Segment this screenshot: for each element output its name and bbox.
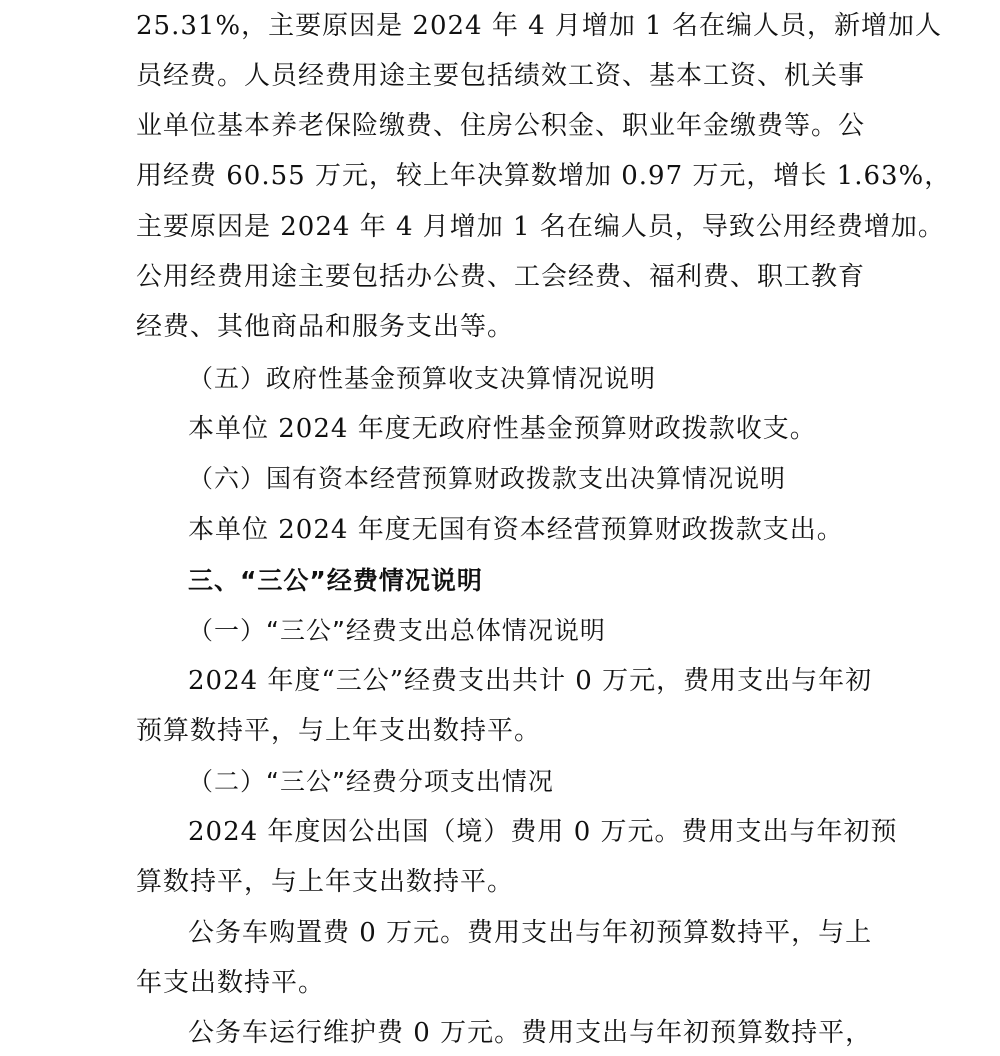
paragraph-line: 主要原因是 2024 年 4 月增加 1 名在编人员，导致公用经费增加。 (136, 212, 945, 242)
subsection-heading-two: （二）“三公”经费分项支出情况 (188, 767, 554, 796)
paragraph-line: 用经费 60.55 万元，较上年决算数增加 0.97 万元，增长 1.63%， (136, 161, 952, 191)
paragraph-line: 员经费。人员经费用途主要包括绩效工资、基本工资、机关事 (136, 61, 866, 91)
paragraph-line: 年支出数持平。 (136, 968, 326, 998)
section-heading-three: 三、“三公”经费情况说明 (188, 566, 483, 595)
section-heading-six: （六）国有资本经营预算财政拨款支出决算情况说明 (188, 464, 787, 493)
paragraph-line: 业单位基本养老保险缴费、住房公积金、职业年金缴费等。公 (136, 111, 866, 141)
paragraph-line: 公务车购置费 0 万元。费用支出与年初预算数持平，与上 (188, 918, 873, 948)
paragraph-line: 公用经费用途主要包括办公费、工会经费、福利费、职工教育 (136, 262, 866, 292)
paragraph-line: 公务车运行维护费 0 万元。费用支出与年初预算数持平， (188, 1018, 873, 1048)
section-heading-five: （五）政府性基金预算收支决算情况说明 (188, 364, 657, 393)
paragraph-line: 2024 年度因公出国（境）费用 0 万元。费用支出与年初预 (188, 817, 898, 847)
paragraph-line: 预算数持平，与上年支出数持平。 (136, 716, 542, 746)
paragraph-line: 经费、其他商品和服务支出等。 (136, 312, 515, 342)
paragraph-line: 2024 年度“三公”经费支出共计 0 万元，费用支出与年初 (188, 666, 873, 696)
paragraph-line: 本单位 2024 年度无政府性基金预算财政拨款收支。 (188, 414, 817, 444)
paragraph-line: 本单位 2024 年度无国有资本经营预算财政拨款支出。 (188, 515, 844, 545)
subsection-heading-one: （一）“三公”经费支出总体情况说明 (188, 616, 606, 645)
paragraph-line: 算数持平，与上年支出数持平。 (136, 867, 515, 897)
paragraph-line: 25.31%，主要原因是 2024 年 4 月增加 1 名在编人员，新增加人 (136, 11, 942, 41)
